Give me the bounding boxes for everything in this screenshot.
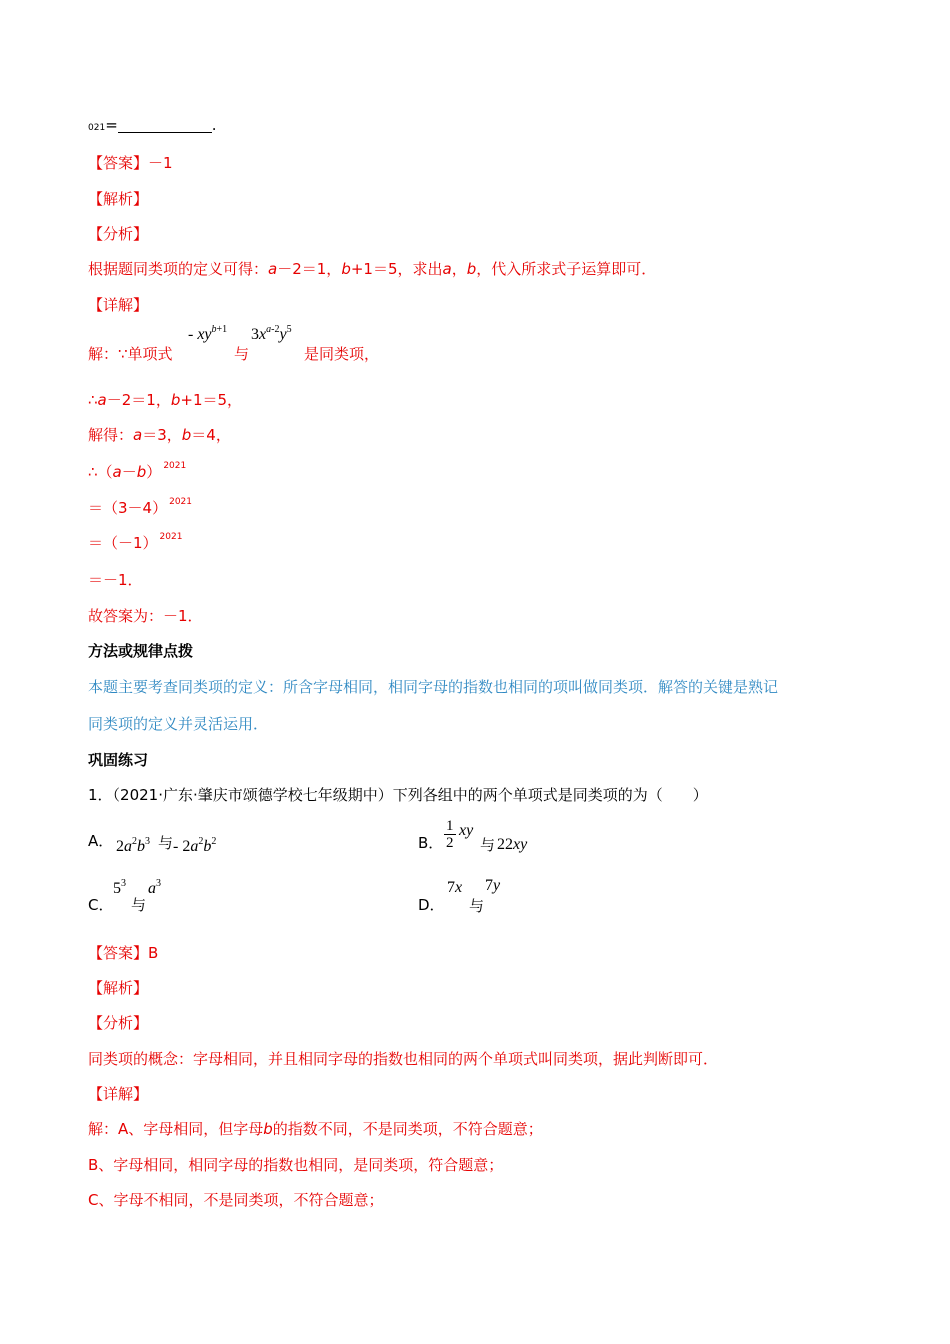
q1-solution-b: B、字母相同，相同字母的指数也相同，是同类项，符合题意； [88,1156,504,1174]
solution-line-1: 解：∵单项式 [88,345,173,363]
option-a-expr-1: $2a^2b^3$ [116,836,150,855]
option-d-expr-1: 7x [447,879,463,896]
solution-line-3: 解得：a＝3，b＝4， [88,426,231,444]
option-b-expr-2: 22xy [497,836,528,853]
method-title: 方法或规律点拨 [88,642,194,660]
option-c-expr-2: $a^3$ [148,878,161,897]
q1-fenxi-heading: 【分析】 [88,1014,149,1032]
option-d-expr-2: 7y [485,877,501,894]
option-b[interactable]: B． [418,834,444,852]
fenxi-heading: 【分析】 [88,225,149,243]
xiangjie-heading: 【详解】 [88,296,149,314]
q1-xiangjie-heading: 【详解】 [88,1085,149,1103]
solution-line-5: ＝（3－4） $^{2021}$ [88,497,192,517]
solution-line-6: ＝（－1） $^{2021}$ [88,532,183,552]
solution-line-1-end: 是同类项， [304,345,380,363]
method-text-1: 本题主要考查同类项的定义：所含字母相同，相同字母的指数也相同的项叫做同类项．解答的关键是熟记 [88,678,779,696]
option-c[interactable]: C． [88,896,114,914]
answer-blank [118,118,212,133]
conj-yu: 与 [234,345,250,363]
solution-line-4: ∴（a－b） $^{2021}$ [88,461,187,481]
option-b-xy: xy [459,822,474,839]
option-b-conj: 与 [480,836,496,854]
exponent-fragment: 021 [88,123,106,133]
fenxi-text: 根据题同类项的定义可得：a－2＝1，b+1＝5，求出a，b，代入所求式子运算即可． [88,260,657,278]
top-fragment: 021= . [88,116,217,134]
monomial-neg-xy: - $xy^{b+1}$ [188,324,228,343]
answer-line: 【答案】－1 [88,154,173,172]
option-a-expr-2: - $2a^2b^2$ [173,836,217,855]
method-text-2: 同类项的定义并灵活运用． [88,715,269,733]
q1-answer-line: 【答案】B [88,944,159,962]
q1-solution-c: C、字母不相同，不是同类项，不符合题意； [88,1191,384,1209]
monomial-3xy: $3x^{a-2}y^5$ [251,324,292,343]
solution-line-2: ∴a－2＝1，b+1＝5， [88,391,243,409]
option-d-conj: 与 [469,897,485,915]
option-c-expr-1: $5^3$ [113,878,126,897]
solution-line-7: ＝－1． [88,571,143,589]
q1-fenxi-text: 同类项的概念：字母相同，并且相同字母的指数也相同的两个单项式叫同类项，据此判断即可． [88,1050,719,1068]
jiexi-heading: 【解析】 [88,190,149,208]
question-1: 1．（2021·广东·肇庆市颂德学校七年级期中）下列各组中的两个单项式是同类项的为（ ） [88,786,708,804]
q1-solution-a: 解：A、字母相同，但字母b的指数不同，不是同类项，不符合题意； [88,1120,543,1138]
q1-jiexi-heading: 【解析】 [88,979,149,997]
practice-title: 巩固练习 [88,751,149,769]
option-b-fraction: $\frac{1}{2}$ [446,818,454,851]
option-d[interactable]: D． [418,896,445,914]
solution-line-8: 故答案为：－1． [88,607,203,625]
option-a-conj: 与 [158,834,174,852]
option-c-conj: 与 [131,896,147,914]
option-a[interactable]: A． [88,832,114,850]
